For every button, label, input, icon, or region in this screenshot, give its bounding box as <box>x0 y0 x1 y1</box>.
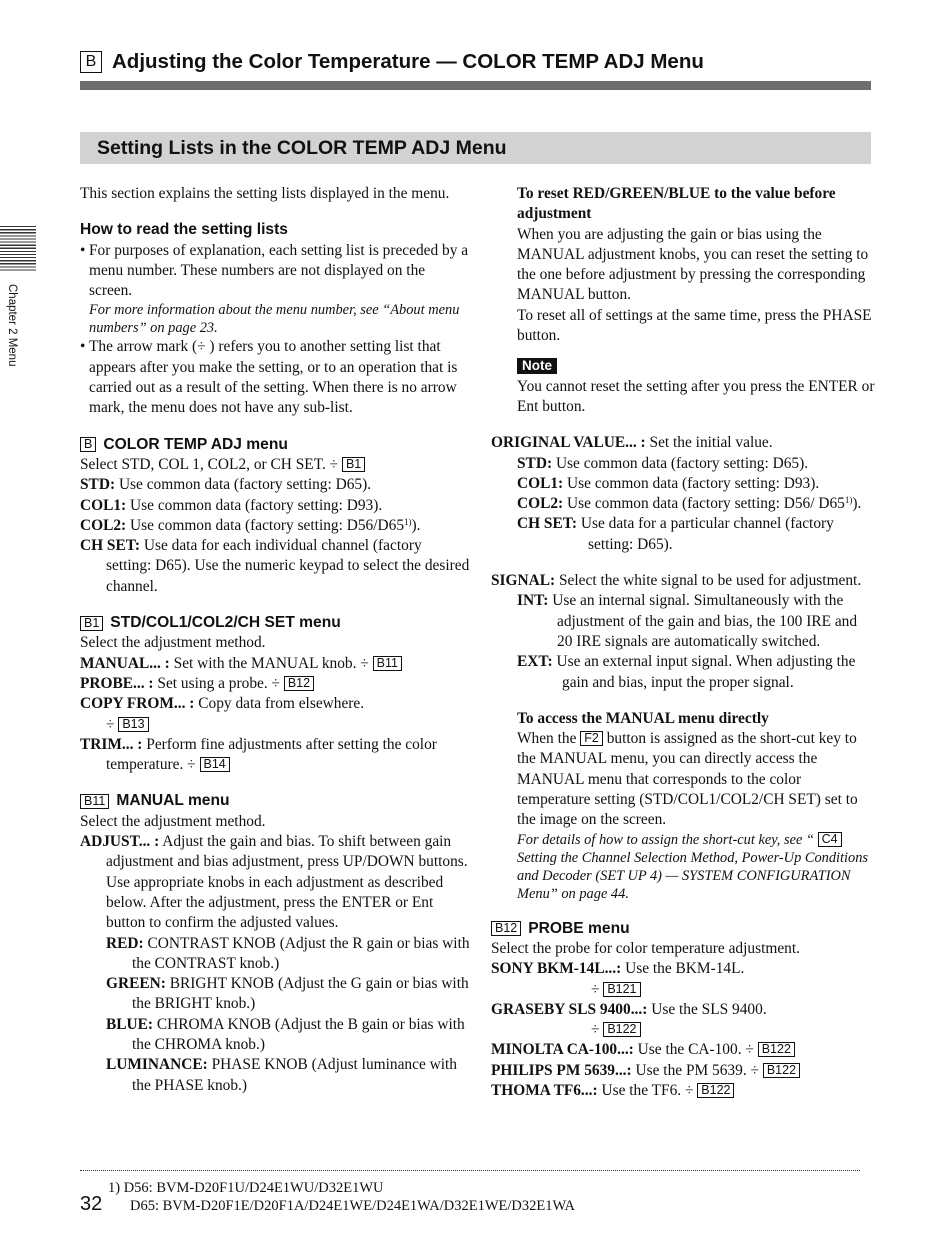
thoma-item <box>491 1081 876 1101</box>
orig-col1-item <box>491 474 876 494</box>
item-label: ADJUST... : <box>80 833 160 851</box>
side-tab-label: Chapter 2 Menu <box>6 284 18 367</box>
item-text: CHROMA KNOB (Adjust the B gain or bias with the CHROMA knob.) <box>132 1015 465 1053</box>
probe-item <box>80 674 470 694</box>
signal-item <box>491 571 876 591</box>
item-text: Perform fine adjustments after setting the color temperature. ÷ <box>106 735 437 774</box>
access-block <box>491 709 876 903</box>
signal-ext-item <box>491 652 876 693</box>
item-text: Set with the MANUAL knob. ÷ <box>173 654 369 672</box>
page-header <box>80 46 871 90</box>
original-value-item <box>491 433 876 453</box>
access-paragraph <box>517 729 876 830</box>
item-text: Use the BKM-14L. <box>625 960 745 978</box>
adjust-item <box>80 832 470 933</box>
menu-number-box: B12 <box>491 921 521 936</box>
reset-heading <box>517 184 876 225</box>
menu-title: STD/COL1/COL2/CH SET menu <box>110 614 341 632</box>
note-badge: Note <box>517 358 557 374</box>
item-text: Use an external input signal. When adjusting the gain and bias, input the proper signal. <box>556 653 856 691</box>
menu-title: COLOR TEMP ADJ menu <box>103 435 288 453</box>
menu-ref-box: B1 <box>342 457 365 472</box>
b-menu-select <box>80 455 470 475</box>
access-italic-note <box>517 831 876 903</box>
item-label: COL2: <box>80 516 127 534</box>
b12-menu-heading <box>491 919 876 939</box>
item-label: THOMA TF6...: <box>491 1081 598 1099</box>
item-text: PHASE KNOB (Adjust luminance with the PHASE knob.) <box>132 1056 457 1094</box>
item-label: MANUAL... : <box>80 654 170 672</box>
item-label: COL1: <box>517 474 564 492</box>
item-label: TRIM... : <box>80 735 143 753</box>
access-heading-text: To access the MANUAL menu directly <box>517 709 769 727</box>
reset-paragraph-2: To reset all of settings at the same time, press the PHASE button. <box>517 306 872 345</box>
item-label: RED: <box>106 934 144 952</box>
item-text: Use data for each individual channel (factory setting: D65). Use the numeric keypad to select the desired channel. <box>106 537 470 595</box>
col2-item <box>80 516 470 536</box>
menu-ref-box: B122 <box>758 1042 795 1057</box>
copy-item <box>80 694 470 714</box>
sony-item-ref <box>491 980 876 1000</box>
italic-text: For details of how to assign the short-cut key, see “ <box>517 831 814 848</box>
side-tab-stripes <box>0 226 36 272</box>
menu-number-box: B1 <box>80 616 103 631</box>
footnote-divider <box>80 1170 860 1171</box>
footnote-marker: 1) <box>404 516 412 527</box>
item-label: MINOLTA CA-100...: <box>491 1041 634 1059</box>
item-text: Use the TF6. ÷ <box>601 1081 694 1099</box>
item-label: GRASEBY SLS 9400...: <box>491 1000 648 1018</box>
item-label: CH SET: <box>80 537 141 555</box>
f2-key-box: F2 <box>580 731 603 746</box>
access-text: button is assigned as the short-cut key to the MANUAL menu, you can directly access the MANUAL menu that corresponds to the color temperature setting (STD/COL1/COL2/CH SET) set to the image on the screen. <box>517 730 858 829</box>
item-text: BRIGHT KNOB (Adjust the G gain or bias with the BRIGHT knob.) <box>132 975 469 1013</box>
item-text-end: ). <box>852 495 862 513</box>
item-label: STD: <box>80 476 116 494</box>
bullet-icon: • <box>80 241 86 259</box>
menu-ref-box: B122 <box>763 1063 800 1078</box>
item-label: CH SET: <box>517 515 578 533</box>
footnote-marker: 1) <box>844 495 853 506</box>
chset-item <box>80 536 470 597</box>
menu-ref-box: B122 <box>603 1022 640 1037</box>
bullet-text: For purposes of explanation, each setting list is preceded by a menu number. These numbers are not displayed on the screen. <box>89 241 469 300</box>
arrow-mark: ÷ <box>106 715 115 733</box>
menu-ref-box: B11 <box>373 656 402 671</box>
menu-title: MANUAL menu <box>116 792 230 810</box>
red-item <box>80 934 470 975</box>
sony-item <box>491 959 876 979</box>
b1-intro: Select the adjustment method. <box>80 634 266 652</box>
item-text: Use common data (factory setting: D93). <box>130 496 383 514</box>
bullet-item <box>80 241 470 338</box>
item-text: Select the white signal to be used for adjustment. <box>559 572 862 590</box>
item-text: Use the SLS 9400. <box>651 1000 767 1018</box>
chapter-side-tab <box>0 226 36 367</box>
item-label: ORIGINAL VALUE... : <box>491 434 646 452</box>
item-text: Copy data from elsewhere. <box>198 695 365 713</box>
item-text: Use the PM 5639. ÷ <box>635 1061 759 1079</box>
item-label: SIGNAL: <box>491 572 556 590</box>
minolta-item <box>491 1040 876 1060</box>
item-label: SONY BKM-14L...: <box>491 960 622 978</box>
philips-item <box>491 1061 876 1081</box>
section-letter-box: B <box>80 51 102 73</box>
item-label: INT: <box>517 592 549 610</box>
item-text: Use common data (factory setting: D65). <box>118 476 372 494</box>
item-text: Use the CA-100. ÷ <box>637 1041 754 1059</box>
footnote-line-1: 1) D56: BVM-D20F1U/D24E1WU/D32E1WU <box>108 1180 384 1196</box>
right-column <box>491 184 876 1101</box>
blue-item <box>80 1015 470 1056</box>
item-text: Use common data (factory setting: D56/D65 <box>130 516 405 534</box>
intro-paragraph: This section explains the setting lists displayed in the menu. <box>80 185 450 202</box>
menu-number-box: B <box>80 437 96 452</box>
item-text: Set using a probe. ÷ <box>157 674 280 692</box>
how-to-read-heading: How to read the setting lists <box>80 221 288 239</box>
item-label: GREEN: <box>106 975 166 993</box>
item-label: COL2: <box>517 495 564 513</box>
arrow-mark: ÷ <box>591 1021 600 1039</box>
item-text: Use common data (factory setting: D65). <box>555 454 809 472</box>
menu-number-box: B11 <box>80 794 109 809</box>
menu-ref-box: B14 <box>200 757 230 772</box>
luminance-item <box>80 1055 470 1096</box>
page-number: 32 <box>80 1193 103 1215</box>
orig-col2-item <box>491 494 876 514</box>
left-column <box>80 184 470 1096</box>
bullet-italic-note: For more information about the menu number, see “About menu numbers” on page 23. <box>89 302 460 337</box>
graseby-item <box>491 1000 876 1020</box>
b12-intro: Select the probe for color temperature adjustment. <box>491 939 800 957</box>
item-text: Adjust the gain and bias. To shift between gain adjustment and bias adjustment, press UP/DOWN buttons. Use appropriate knobs in each adjustment as described below. After the adjustment, press the ENTER or Ent button to confirm the adjusted values. <box>106 833 468 932</box>
italic-text: Setting the Channel Selection Method, Power-Up Conditions and Decoder (SET UP 4) — SYSTEM CONFIGURATION Menu” on page 44. <box>517 849 869 902</box>
graseby-item-ref <box>491 1020 876 1040</box>
menu-ref-box: B12 <box>284 676 314 691</box>
item-text: Set the initial value. <box>649 434 773 452</box>
menu-ref-box: B122 <box>697 1083 734 1098</box>
item-label: EXT: <box>517 653 553 671</box>
item-label: BLUE: <box>106 1015 154 1033</box>
item-label: PHILIPS PM 5639...: <box>491 1061 632 1079</box>
item-text: Use data for a particular channel (factory setting: D65). <box>580 515 834 553</box>
menu-ref-box: B13 <box>118 717 148 732</box>
access-text: When the <box>517 730 577 748</box>
item-text: CONTRAST KNOB (Adjust the R gain or bias with the CONTRAST knob.) <box>132 934 470 972</box>
b-menu-heading <box>80 435 470 455</box>
arrow-mark: ÷ <box>591 980 600 998</box>
green-item <box>80 974 470 1015</box>
page-title-text: Adjusting the Color Temperature — COLOR TEMP ADJ Menu <box>112 49 704 73</box>
reset-paragraph-1: When you are adjusting the gain or bias using the MANUAL adjustment knobs, you can reset the setting to the one before adjustment by pressing the corresponding MANUAL button. <box>517 225 869 304</box>
footnote-line-2: D65: BVM-D20F1E/D20F1A/D24E1WE/D24E1WA/D32E1WE/D32E1WA <box>130 1197 576 1214</box>
item-label: LUMINANCE: <box>106 1056 208 1074</box>
menu-title: PROBE menu <box>528 919 630 937</box>
item-text: Use an internal signal. Simultaneously with the adjustment of the gain and bias, the 100 IRE and 20 IRE signals are automatically switched. <box>552 592 858 650</box>
bullet-item <box>80 337 470 418</box>
item-label: PROBE... : <box>80 674 154 692</box>
col1-item <box>80 496 470 516</box>
item-label: STD: <box>517 454 553 472</box>
access-heading <box>517 709 876 729</box>
manual-item <box>80 654 470 674</box>
bullet-icon: • <box>80 338 86 356</box>
trim-item <box>80 735 470 776</box>
reset-block <box>491 184 876 417</box>
select-text: Select STD, COL 1, COL2, or CH SET. ÷ <box>80 455 339 473</box>
item-text: Use common data (factory setting: D93). <box>567 474 820 492</box>
item-text: Use common data (factory setting: D56/ D65 <box>567 495 845 513</box>
bullet-text: The arrow mark (÷ ) refers you to another setting list that appears after you make the setting, or to an operation that is carried out as a result of the setting. When there is no arrow mark, the menu does not have any sub-list. <box>89 338 458 417</box>
orig-std-item <box>491 454 876 474</box>
signal-int-item <box>491 591 876 652</box>
menu-ref-box: B121 <box>603 982 640 997</box>
std-item <box>80 475 470 495</box>
menu-ref-box: C4 <box>818 832 842 847</box>
section-title: Setting Lists in the COLOR TEMP ADJ Menu <box>80 132 871 164</box>
reset-heading-text: To reset RED/GREEN/BLUE to the value before adjustment <box>517 185 836 223</box>
copy-item-ref <box>80 715 470 735</box>
orig-chset-item <box>491 514 876 555</box>
b11-menu-heading <box>80 791 470 811</box>
header-rule <box>80 81 871 90</box>
item-label: COPY FROM... : <box>80 695 195 713</box>
b11-intro: Select the adjustment method. <box>80 812 266 830</box>
item-label: COL1: <box>80 496 127 514</box>
note-text: You cannot reset the setting after you press the ENTER or Ent button. <box>517 377 875 415</box>
item-text-end: ). <box>411 516 421 534</box>
footnote <box>108 1180 575 1215</box>
page-title <box>80 46 871 78</box>
b1-menu-heading <box>80 613 470 633</box>
